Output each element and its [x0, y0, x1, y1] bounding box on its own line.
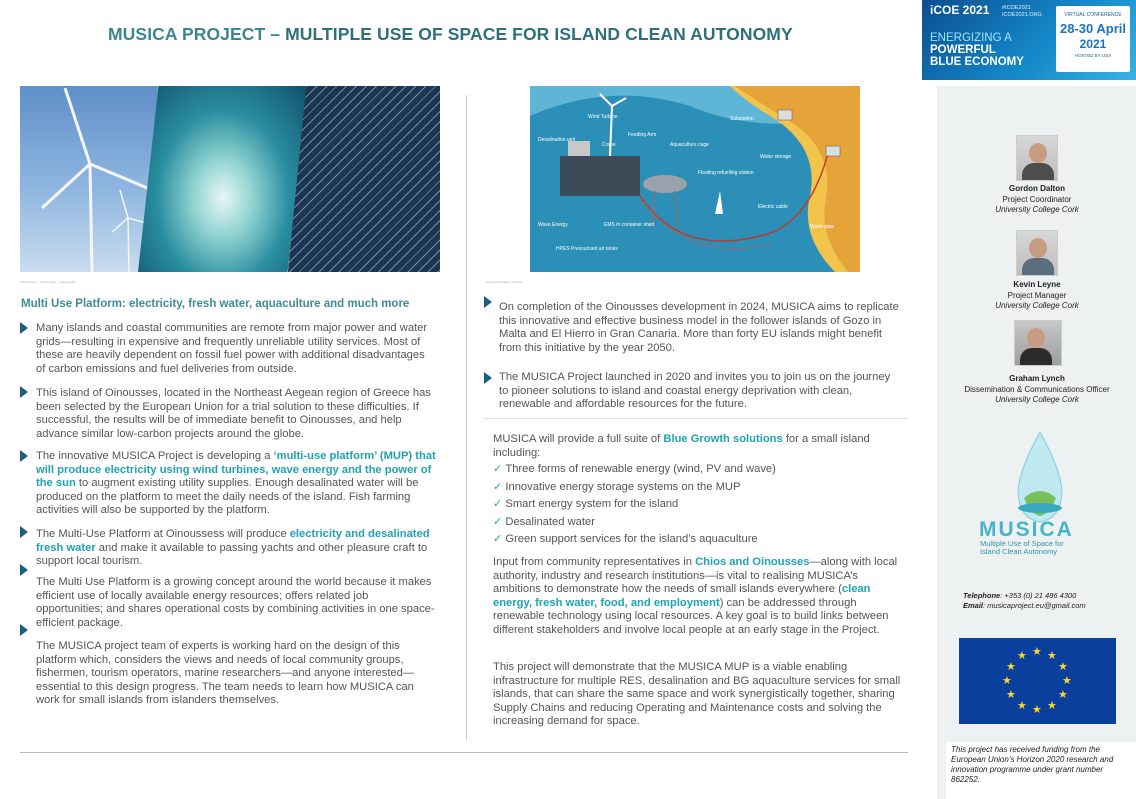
ocean-wave-photo: [138, 86, 308, 272]
diagram-label-refuel: Floating refuelling station: [698, 170, 754, 176]
blue-growth-highlight: Blue Growth solutions: [663, 433, 783, 445]
community-highlight-energy: clean energy: [493, 583, 871, 609]
platform-text-a: The Multi-Use Platform at Oinoussess will produce: [36, 528, 290, 540]
diagram-label-feeding: Feeding Arm: [628, 132, 657, 138]
contact-person: [942, 184, 1132, 216]
email-value: : musicaproject.eu@gmail.com: [983, 601, 1086, 610]
list-item: [493, 533, 776, 551]
bullet-marker: [484, 296, 492, 308]
paragraph-community: [493, 556, 903, 638]
title-part2: MULTIPLE USE OF SPACE FOR ISLAND CLEAN AUTONOMY: [285, 24, 793, 44]
check-icon: ✓: [493, 463, 503, 475]
person-org: University College Cork: [995, 395, 1079, 404]
blue-growth-text-a: MUSICA will provide a full suite of: [493, 433, 664, 445]
list-item-label: Three forms of renewable energy (wind, PV and wave): [505, 463, 776, 475]
banner-slogan: [930, 32, 1024, 68]
solar-panel-photo: [288, 86, 440, 272]
conference-date-box: [1056, 6, 1130, 72]
star-icon: ★: [1017, 700, 1027, 712]
diagram-label-wind: Wind Turbine: [588, 114, 618, 120]
person-name: Graham Lynch: [1009, 374, 1065, 383]
slogan-line2: POWERFUL: [930, 44, 996, 56]
section-subhead: Multi Use Platform: electricity, fresh water, aquaculture and much more: [21, 298, 410, 310]
star-icon: ★: [1047, 700, 1057, 712]
bullet-marker: [20, 526, 28, 538]
bullet-marker: [20, 450, 28, 462]
star-icon: ★: [1006, 689, 1016, 701]
star-icon: ★: [1017, 650, 1027, 662]
list-item-label: Green support services for the island’s aquaculture: [505, 533, 758, 546]
paragraph-team: The MUSICA project team of experts is working hard on the design of this platform which, considers the views and needs of local community groups, fishermen, tourism operators, marine researchers—and anyone interested—essential to this design progress. The team needs to learn how MUSICA can work for small islands from islanders themselves.: [36, 640, 415, 707]
diagram-label-substation: Substation: [730, 116, 754, 122]
star-icon: ★: [1047, 650, 1057, 662]
phone-label: Telephone: [963, 591, 1001, 600]
column-divider: [466, 95, 467, 740]
check-icon: ✓: [493, 480, 503, 493]
conference-dates: 28-30 April: [1060, 21, 1126, 36]
email-line: [963, 601, 1086, 611]
check-icon: ✓: [493, 533, 503, 546]
contact-person: [942, 374, 1132, 406]
avatar: [1016, 230, 1058, 276]
star-icon: ★: [1002, 675, 1012, 687]
funding-notice: This project has received funding from the European Union’s Horizon 2020 research and innovation programme under grant number 862252.: [946, 742, 1136, 799]
star-icon: ★: [1032, 704, 1042, 716]
bottom-divider: [20, 752, 908, 753]
list-item: [493, 498, 776, 516]
star-icon: ★: [1058, 661, 1068, 673]
photo-strip: [20, 86, 440, 272]
paragraph-oinousses: This island of Oinousses, located in the Northeast Aegean region of Greece has been selected by the European Union for a trial solution to these difficulties. If successful, the results will be of immediate benefit to Oinousses, and help advance similar low-carbon projects around the globe.: [36, 387, 431, 440]
list-item-label: Smart energy system for the island: [505, 498, 679, 511]
paragraph-demonstrate: This project will demonstrate that the MUSICA MUP is a viable enabling infrastructure for multiple RES, desalination and BG aquaculture services for small islands, that can share the same space and work synergistically together, sharing Supply Chains and reducing Operating and Maintenance costs and solving the increasing demand for space.: [493, 661, 901, 728]
person-name: Kevin Leyne: [1013, 280, 1061, 289]
paragraph-islands: Many islands and coastal communities are remote from major power and water grids—resulting in expensive and frequently unreliable utility services. Most of these are heavily dependent on fossil fuel power with additional disadvantages of carbon emissions and fuel deliveries from outside.: [36, 322, 428, 375]
community-text-b: —along with local authority, industry and research institutions—is vital to realising MUSICA’s ambitions to demonstrate how the needs of small islands everywhere (: [493, 556, 898, 596]
check-icon: ✓: [493, 515, 503, 528]
paragraph-blue-growth: [493, 433, 903, 460]
person-org: University College Cork: [995, 205, 1079, 214]
wind-turbine-photo: [20, 86, 158, 272]
bullet-marker: [484, 372, 492, 384]
platform-diagram: [530, 86, 860, 272]
bullet-marker: [20, 322, 28, 334]
mup-text-a: The innovative MUSICA Project is developing a: [36, 450, 274, 462]
contact-person: [942, 280, 1132, 312]
solutions-checklist: [493, 463, 776, 551]
list-item-label: Desalinated water: [505, 515, 595, 528]
diagram-label-wave: Wave Energy: [538, 222, 568, 228]
diagram-label-storage: Water storage: [760, 154, 792, 160]
phone-value: : +353 (0) 21 486 4300: [1000, 591, 1077, 600]
platform-text-b: and make it available to passing yachts and other pleasure craft to support local tourism.: [36, 541, 428, 568]
community-highlight-food: food, and employment: [600, 596, 720, 609]
musica-tagline-1: Multiple Use of Space for: [980, 539, 1064, 548]
list-item: [493, 463, 776, 481]
person-role: Project Coordinator: [1002, 194, 1072, 204]
bullet-marker: [20, 564, 28, 576]
avatar: [1014, 320, 1062, 366]
paragraph-launch: The MUSICA Project launched in 2020 and invites you to join us on the journey to pioneer solutions to island and coastal energy deprivation with clean, renewable and affordable resources for the future.: [499, 371, 891, 411]
diagram-caption: Multi-Use Platform diagram: [486, 280, 523, 284]
diagram-label-cable: Electric cable: [758, 204, 788, 210]
avatar: [1016, 135, 1058, 181]
icoe-tags: #ICOE2021 ICOE2021.ORG: [1002, 5, 1042, 18]
paragraph-replicate: On completion of the Oinousses development in 2024, MUSICA aims to replicate this innovative and effective business model in the follower islands of Gozo in Malta and El Hierro in Gran Canaria. More than forty EU islands might benefit from this initiative by the year 2050.: [499, 301, 899, 354]
slogan-line3: BLUE ECONOMY: [930, 56, 1024, 68]
bullet-marker: [20, 386, 28, 398]
community-highlight-water: fresh water: [535, 596, 595, 609]
community-sep-2: ,: [594, 596, 601, 609]
star-icon: ★: [1006, 661, 1016, 673]
page-title: [108, 24, 793, 45]
list-item: [493, 481, 776, 499]
email-label: Email: [963, 601, 984, 610]
musica-wordmark: MUSICA: [979, 518, 1074, 541]
section-divider: [483, 418, 908, 419]
star-icon: ★: [1032, 646, 1042, 658]
check-icon: ✓: [493, 498, 503, 511]
title-part1: MUSICA PROJECT –: [108, 24, 281, 44]
paragraph-concept: The Multi Use Platform is a growing concept around the world because it makes efficient use of locally available energy resources; offers related job opportunities; and shares operational costs by combining activities in one space-efficient package.: [36, 576, 435, 629]
eu-flag: [959, 638, 1116, 724]
person-role: Project Manager: [1007, 290, 1067, 300]
icoe-banner: [922, 0, 1136, 80]
mup-text-b: to augment existing utility supplies. Enough desalinated water will be produced on the platform to meet the daily needs of the island. Fish farming activities will also be supported by the platform.: [36, 477, 419, 517]
conference-year: 2021: [1079, 37, 1107, 51]
person-org: University College Cork: [995, 301, 1079, 310]
diagram-label-ems: EMS in container shed: [604, 222, 655, 228]
list-item-label: Innovative energy storage systems on the MUP: [505, 480, 741, 493]
conference-type: VIRTUAL CONFERENCE: [1064, 12, 1122, 18]
star-icon: ★: [1062, 675, 1072, 687]
diagram-label-cage: Aquaculture cage: [670, 142, 709, 148]
contact-info: [963, 591, 1086, 611]
conference-host: HOSTED BY USA: [1074, 53, 1112, 58]
bullet-marker: [20, 624, 28, 636]
mup-highlight: ‘multi-use platform’ (MUP) that will produce electricity using wind turbines, wave energy and the power of the sun: [36, 450, 436, 490]
diagram-label-hpes: HPES Pressurised air tanks: [556, 246, 618, 252]
diagram-label-desal: Desalination unit: [538, 137, 575, 143]
musica-tagline: [980, 540, 1064, 556]
blue-growth-text-b: for a small island including:: [493, 433, 870, 459]
community-text-a: Input from community representatives in: [493, 556, 696, 568]
musica-tagline-2: Island Clean Autonomy: [980, 547, 1058, 556]
diagram-label-pipe: Water pipe: [810, 224, 834, 230]
person-role: Dissemination & Communications Officer: [964, 384, 1110, 394]
phone-line: [963, 591, 1086, 601]
star-icon: ★: [1058, 689, 1068, 701]
person-name: Gordon Dalton: [1009, 184, 1065, 193]
icoe-logo: iCOE 2021: [930, 3, 990, 17]
slogan-line1: ENERGIZING A: [930, 32, 1012, 44]
paragraph-mup: [36, 450, 438, 518]
photo-caption: Wind turbine · Ocean wave · Solar panels: [20, 280, 76, 284]
community-text-c: ) can be addressed through renewable technology using local resources. A key goal is to build links between different stakeholders and involve local people at an early stage in the Project.: [493, 596, 889, 636]
diagram-label-crane: Crane: [602, 142, 616, 148]
community-highlight-islands: Chios and Oinousses: [695, 556, 810, 568]
paragraph-platform: [36, 528, 438, 569]
platform-highlight: electricity and desalinated fresh water: [36, 528, 430, 554]
list-item: [493, 516, 776, 534]
community-sep-1: ,: [528, 596, 536, 609]
